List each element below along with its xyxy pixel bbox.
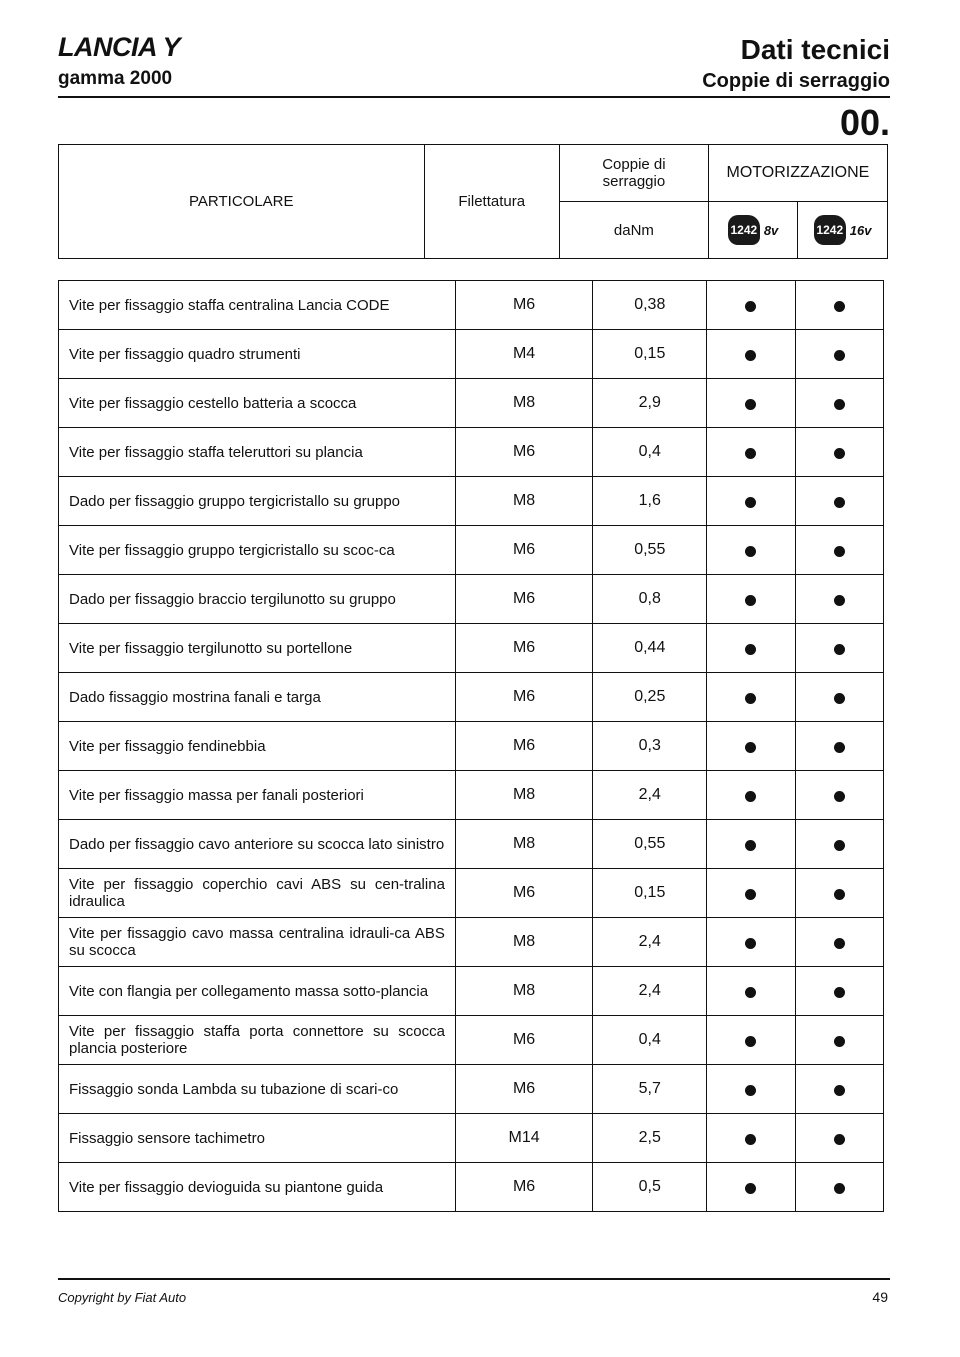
row-torque: 0,55 [593, 820, 707, 869]
row-torque: 0,4 [593, 428, 707, 477]
row-applies-16v [795, 918, 883, 967]
row-applies-16v [795, 575, 883, 624]
bullet-icon [834, 399, 845, 410]
table-row [59, 1016, 884, 1065]
row-applies-8v [707, 428, 795, 477]
row-description: Dado per fissaggio braccio tergilunotto su gruppo [59, 575, 456, 624]
table-row [59, 722, 884, 771]
table-row [59, 820, 884, 869]
row-thread: M8 [455, 379, 592, 428]
bullet-icon [834, 595, 845, 606]
row-thread: M6 [455, 281, 592, 330]
row-description: Vite con flangia per collegamento massa sotto-plancia [59, 967, 456, 1016]
row-description: Dado per fissaggio gruppo tergicristallo su gruppo [59, 477, 456, 526]
bullet-icon [745, 546, 756, 557]
bullet-icon [834, 791, 845, 802]
row-description: Vite per fissaggio staffa porta connettore su scocca plancia posteriore [59, 1016, 456, 1065]
row-applies-8v [707, 526, 795, 575]
row-description: Vite per fissaggio coperchio cavi ABS su cen-tralina idraulica [59, 869, 456, 918]
row-torque: 0,5 [593, 1163, 707, 1212]
row-applies-8v [707, 1163, 795, 1212]
row-applies-16v [795, 1163, 883, 1212]
bullet-icon [745, 1134, 756, 1145]
table-row [59, 771, 884, 820]
row-applies-8v [707, 379, 795, 428]
row-applies-16v [795, 624, 883, 673]
row-torque: 2,4 [593, 918, 707, 967]
table-row [59, 281, 884, 330]
row-applies-8v [707, 1114, 795, 1163]
row-applies-16v [795, 526, 883, 575]
bullet-icon [745, 987, 756, 998]
table-header [58, 144, 888, 259]
row-description: Vite per fissaggio tergilunotto su portellone [59, 624, 456, 673]
row-applies-8v [707, 575, 795, 624]
table-row [59, 869, 884, 918]
row-thread: M6 [455, 526, 592, 575]
row-applies-8v [707, 673, 795, 722]
table-row [59, 1065, 884, 1114]
bullet-icon [834, 840, 845, 851]
bullet-icon [834, 693, 845, 704]
row-applies-8v [707, 722, 795, 771]
table-row [59, 526, 884, 575]
table-row [59, 624, 884, 673]
bullet-icon [834, 497, 845, 508]
row-torque: 0,44 [593, 624, 707, 673]
row-description: Vite per fissaggio massa per fanali posteriori [59, 771, 456, 820]
bullet-icon [834, 1085, 845, 1096]
table-row [59, 1163, 884, 1212]
row-thread: M8 [455, 771, 592, 820]
brand-title: LANCIA Y [58, 32, 181, 62]
bullet-icon [834, 987, 845, 998]
bullet-icon [745, 889, 756, 900]
row-thread: M4 [455, 330, 592, 379]
row-applies-16v [795, 722, 883, 771]
row-description: Fissaggio sonda Lambda su tubazione di scari-co [59, 1065, 456, 1114]
row-thread: M6 [455, 673, 592, 722]
bullet-icon [834, 1183, 845, 1194]
row-torque: 0,15 [593, 869, 707, 918]
bullet-icon [834, 350, 845, 361]
row-thread: M8 [455, 820, 592, 869]
row-applies-8v [707, 869, 795, 918]
bullet-icon [745, 1085, 756, 1096]
row-applies-16v [795, 673, 883, 722]
header-motorizzazione: MOTORIZZAZIONE [708, 145, 887, 202]
row-applies-16v [795, 869, 883, 918]
header-particolare: PARTICOLARE [59, 145, 425, 259]
row-description: Fissaggio sensore tachimetro [59, 1114, 456, 1163]
row-torque: 5,7 [593, 1065, 707, 1114]
row-applies-16v [795, 1016, 883, 1065]
torque-table [58, 280, 884, 1212]
copyright: Copyright by Fiat Auto [58, 1290, 187, 1305]
bullet-icon [745, 350, 756, 361]
row-applies-8v [707, 820, 795, 869]
row-applies-16v [795, 281, 883, 330]
table-row [59, 379, 884, 428]
row-thread: M6 [455, 1065, 592, 1114]
bullet-icon [834, 1134, 845, 1145]
page-number: 49 [872, 1289, 888, 1305]
engine-tag-16v: 16v [849, 222, 872, 238]
engine-icon: 1242 [814, 215, 846, 245]
table-row [59, 330, 884, 379]
row-thread: M8 [455, 918, 592, 967]
row-applies-16v [795, 379, 883, 428]
row-thread: M6 [455, 722, 592, 771]
row-applies-8v [707, 330, 795, 379]
bullet-icon [745, 448, 756, 459]
bullet-icon [834, 644, 845, 655]
row-torque: 2,9 [593, 379, 707, 428]
bullet-icon [834, 938, 845, 949]
row-torque: 0,38 [593, 281, 707, 330]
row-applies-8v [707, 918, 795, 967]
bullet-icon [834, 1036, 845, 1047]
row-applies-16v [795, 330, 883, 379]
bullet-icon [745, 399, 756, 410]
bullet-icon [745, 301, 756, 312]
row-thread: M8 [455, 477, 592, 526]
row-applies-8v [707, 771, 795, 820]
bullet-icon [745, 840, 756, 851]
engine-tag-8v: 8v [763, 222, 779, 238]
row-torque: 1,6 [593, 477, 707, 526]
row-thread: M6 [455, 428, 592, 477]
subsection-title: Coppie di serraggio [702, 70, 890, 92]
bullet-icon [834, 301, 845, 312]
row-torque: 2,4 [593, 771, 707, 820]
section-title: Dati tecnici [740, 34, 890, 65]
row-description: Dado per fissaggio cavo anteriore su scocca lato sinistro [59, 820, 456, 869]
row-description: Vite per fissaggio cestello batteria a scocca [59, 379, 456, 428]
row-applies-16v [795, 771, 883, 820]
row-applies-16v [795, 428, 883, 477]
row-torque: 0,3 [593, 722, 707, 771]
header-unit: daNm [559, 202, 708, 259]
row-torque: 0,8 [593, 575, 707, 624]
bullet-icon [745, 791, 756, 802]
row-applies-16v [795, 1114, 883, 1163]
row-torque: 0,15 [593, 330, 707, 379]
row-applies-8v [707, 624, 795, 673]
bullet-icon [834, 742, 845, 753]
row-description: Dado fissaggio mostrina fanali e targa [59, 673, 456, 722]
bullet-icon [834, 546, 845, 557]
row-thread: M14 [455, 1114, 592, 1163]
bullet-icon [745, 1183, 756, 1194]
bullet-icon [745, 742, 756, 753]
bullet-icon [834, 889, 845, 900]
row-applies-16v [795, 477, 883, 526]
bullet-icon [745, 497, 756, 508]
row-applies-8v [707, 967, 795, 1016]
row-description: Vite per fissaggio staffa teleruttori su plancia [59, 428, 456, 477]
bullet-icon [745, 595, 756, 606]
row-thread: M6 [455, 1163, 592, 1212]
table-row [59, 673, 884, 722]
table-row [59, 967, 884, 1016]
row-torque: 2,5 [593, 1114, 707, 1163]
row-thread: M8 [455, 967, 592, 1016]
row-description: Vite per fissaggio fendinebbia [59, 722, 456, 771]
row-applies-8v [707, 477, 795, 526]
footer-rule [58, 1278, 890, 1280]
header-filettatura: Filettatura [424, 145, 559, 259]
bullet-icon [745, 644, 756, 655]
table-row [59, 477, 884, 526]
range-subtitle: gamma 2000 [58, 68, 173, 89]
engine-icon: 1242 [728, 215, 760, 245]
bullet-icon [745, 938, 756, 949]
bullet-icon [834, 448, 845, 459]
row-applies-8v [707, 281, 795, 330]
row-description: Vite per fissaggio staffa centralina Lancia CODE [59, 281, 456, 330]
section-code: 00. [839, 102, 890, 143]
row-torque: 0,25 [593, 673, 707, 722]
row-description: Vite per fissaggio cavo massa centralina idrauli-ca ABS su scocca [59, 918, 456, 967]
row-description: Vite per fissaggio gruppo tergicristallo su scoc-ca [59, 526, 456, 575]
row-applies-16v [795, 820, 883, 869]
row-applies-8v [707, 1065, 795, 1114]
row-thread: M6 [455, 869, 592, 918]
header-rule [58, 96, 890, 98]
row-thread: M6 [455, 575, 592, 624]
row-torque: 2,4 [593, 967, 707, 1016]
row-applies-16v [795, 1065, 883, 1114]
header-coppie: Coppie di serraggio [559, 145, 708, 202]
bullet-icon [745, 693, 756, 704]
row-description: Vite per fissaggio devioguida su piantone guida [59, 1163, 456, 1212]
row-applies-16v [795, 967, 883, 1016]
table-row [59, 918, 884, 967]
header-engine-16v [798, 202, 888, 259]
row-description: Vite per fissaggio quadro strumenti [59, 330, 456, 379]
row-torque: 0,4 [593, 1016, 707, 1065]
bullet-icon [745, 1036, 756, 1047]
table-row [59, 428, 884, 477]
row-torque: 0,55 [593, 526, 707, 575]
header-engine-8v [708, 202, 797, 259]
table-row [59, 1114, 884, 1163]
row-thread: M6 [455, 1016, 592, 1065]
row-applies-8v [707, 1016, 795, 1065]
table-row [59, 575, 884, 624]
row-thread: M6 [455, 624, 592, 673]
